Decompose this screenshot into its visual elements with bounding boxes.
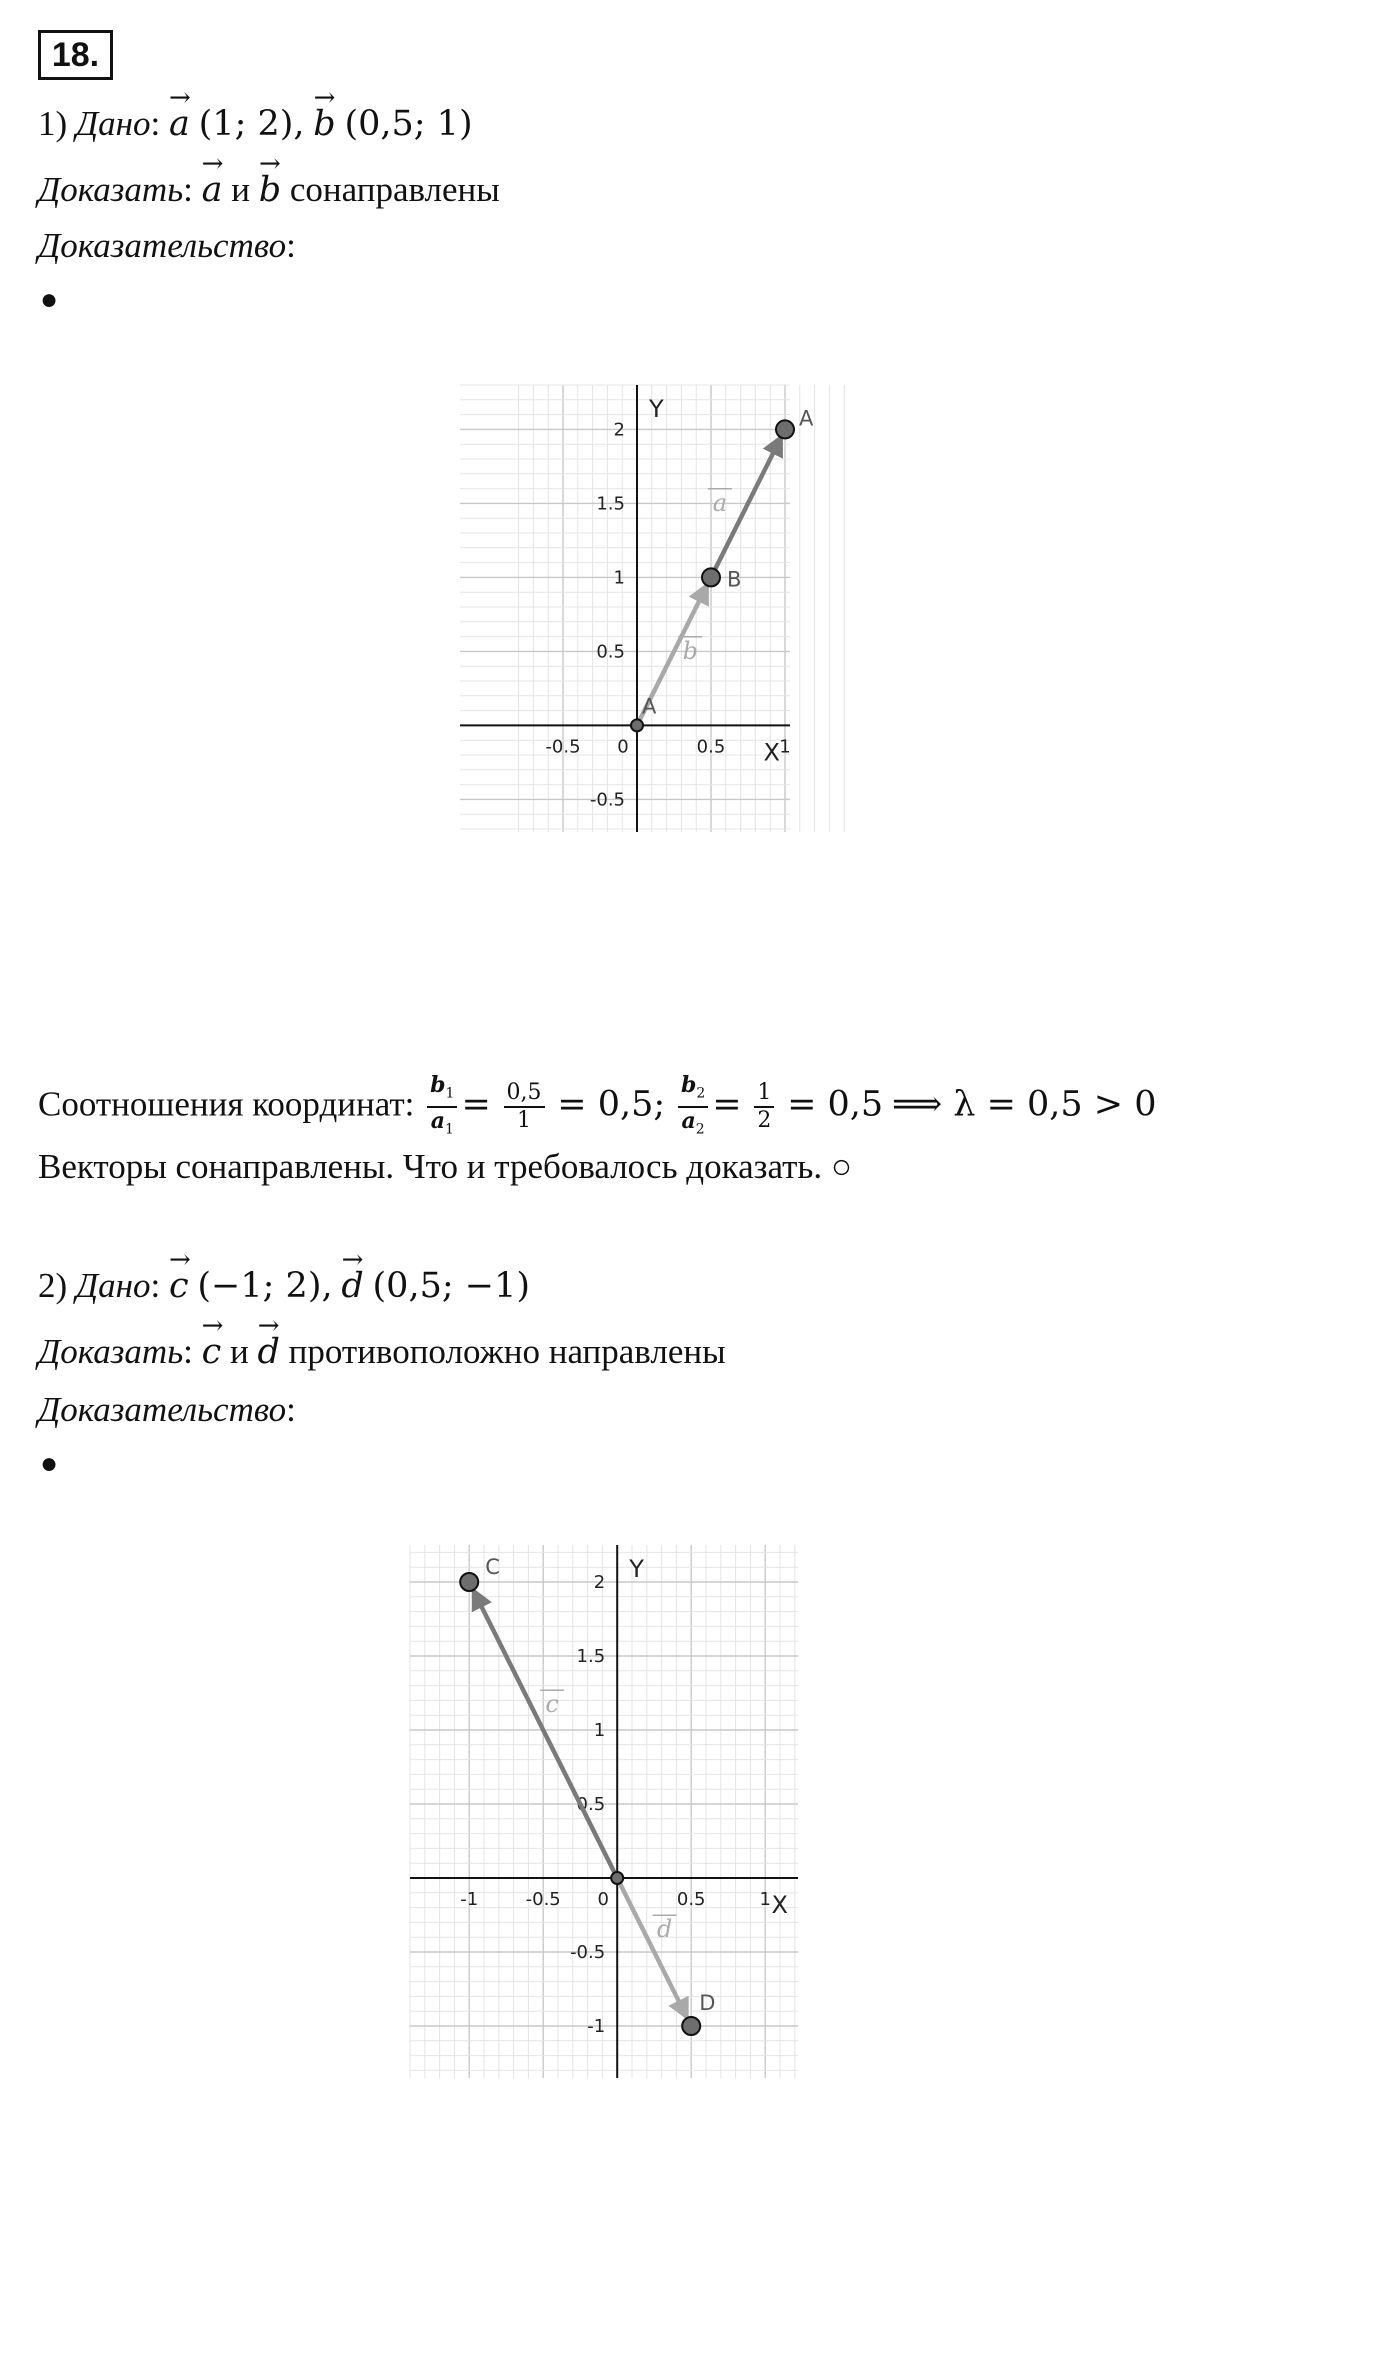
fraction-1-2	[754, 1080, 774, 1134]
part2-proof-line: Доказательство:	[38, 1390, 296, 1429]
part2-prove-line: Доказать: → c и → d противоположно направлены	[38, 1330, 726, 1374]
part2-given-coords-d: (0,5; −1)	[372, 1266, 530, 1306]
frac3-num-sub: 2	[696, 1085, 706, 1102]
part1-given-vec-a: → a	[169, 102, 190, 146]
point-b	[702, 568, 720, 586]
part1-prove-vec-a: → a	[202, 168, 223, 212]
vector-a-label: a	[712, 488, 728, 517]
y-tick-label: 1.5	[576, 1646, 606, 1667]
part2-prove-label: Доказать	[38, 1332, 184, 1371]
origin-point	[611, 1872, 623, 1884]
x-tick-label: 1	[759, 1889, 771, 1910]
part1-proof-label: Доказательство	[38, 226, 287, 265]
frac2-num: 0,5	[504, 1080, 545, 1108]
part1-given-label: Дано	[75, 104, 151, 143]
part2-bullet: ●	[40, 1447, 59, 1480]
y-tick-label: -0.5	[589, 789, 625, 811]
x-tick-label: 0	[617, 736, 629, 758]
x-tick-label: -1	[460, 1889, 479, 1910]
point-c-label: C	[485, 1555, 500, 1579]
frac1-num: b	[430, 1072, 446, 1098]
part2-given-label: Дано	[75, 1266, 151, 1305]
ratio-label: Соотношения координат:	[38, 1084, 415, 1124]
part1-given-coords-a: (1; 2),	[198, 104, 305, 144]
x-tick-label: 0.5	[696, 736, 726, 758]
part1-bullet: ●	[40, 283, 59, 316]
part1-prove-label: Доказать	[38, 170, 184, 209]
graph-1	[460, 385, 814, 832]
eq-a: = 0,5;	[557, 1084, 666, 1125]
part2-prove-text: противоположно направлены	[288, 1332, 726, 1371]
part1-proof-line: Доказательство:	[38, 226, 296, 265]
frac3-den: a	[681, 1108, 696, 1135]
frac4-num: 1	[754, 1080, 774, 1108]
fraction-05-1	[504, 1080, 545, 1134]
frac4-den: 2	[757, 1108, 772, 1134]
conclusion-math: ⟹ λ = 0,5 > 0	[891, 1084, 1157, 1125]
y-tick-label: 1	[613, 567, 625, 589]
part1-ratio-line: Соотношения координат: $\frac{b_1}{a_1}$ = $\frac{0,5}{1}$ = 0,5; $\frac{b_2}{a_2}$ = $\frac{1}{2}$ = 0,5 ⟹ λ = 0,5 > 0	[38, 1072, 1157, 1143]
part1-given-line: 1) Дано: → a (1; 2), → b (0,5; 1)	[38, 102, 473, 146]
origin-point	[631, 719, 643, 731]
part2-given-vec-c: → c	[169, 1264, 189, 1308]
frac3-num: b	[680, 1072, 697, 1098]
frac1-num-sub: 1	[445, 1085, 455, 1102]
y-tick-label: 1.5	[596, 493, 625, 515]
y-axis-label: Y	[649, 395, 664, 423]
part2-prove-vec-c: → c	[202, 1330, 222, 1374]
y-tick-label: 2	[613, 419, 625, 441]
part1-prove-vec-b: → b	[259, 168, 281, 212]
vector-c-label: c	[545, 1690, 559, 1719]
part2-given-vec-d: → d	[341, 1264, 363, 1308]
part1-number: 1)	[38, 104, 68, 143]
frac2-den: 1	[517, 1108, 532, 1134]
frac1-den-sub: 1	[444, 1121, 454, 1138]
eq-b: = 0,5	[787, 1084, 884, 1125]
x-axis-label: X	[763, 738, 780, 767]
origin-label: A	[642, 694, 657, 719]
part1-prove-and: и	[231, 170, 250, 209]
part2-given-line: 2) Дано: → c (−1; 2), → d (0,5; −1)	[38, 1264, 530, 1308]
part1-prove-line: Доказать: → a и → b сонаправлены	[38, 168, 500, 212]
part2-prove-vec-d: → d	[257, 1330, 279, 1374]
y-axis-label: Y	[629, 1555, 644, 1583]
part1-given-vec-b: → b	[313, 102, 335, 146]
point-d-label: D	[699, 1991, 716, 2015]
part2-given-coords-c: (−1; 2),	[197, 1266, 333, 1306]
x-tick-label: -0.5	[525, 1889, 561, 1910]
part2-proof-label: Доказательство	[38, 1390, 287, 1429]
task-number: 18.	[38, 30, 113, 80]
point-d	[682, 2017, 700, 2035]
y-tick-label: -0.5	[570, 1942, 606, 1963]
point-a-label: A	[799, 406, 814, 431]
x-tick-label: 1	[779, 736, 791, 758]
part1-prove-text: сонаправлены	[289, 170, 500, 209]
frac3-den-sub: 2	[695, 1121, 705, 1138]
fraction-b2-a2	[678, 1072, 708, 1143]
y-tick-label: 0.5	[596, 641, 625, 663]
point-a	[776, 420, 794, 438]
fraction-b1-a1	[427, 1072, 457, 1143]
point-c	[460, 1573, 478, 1591]
point-b-label: B	[727, 567, 742, 592]
part1-conclusion: Векторы сонаправлены. Что и требовалось доказать. ○	[38, 1147, 852, 1186]
frac1-den: a	[430, 1108, 445, 1135]
graph-2	[410, 1545, 798, 2078]
part1-given-coords-b: (0,5; 1)	[344, 104, 473, 144]
y-tick-label: 1	[593, 1720, 606, 1741]
part2-number: 2)	[38, 1266, 68, 1305]
vector-d-label: d	[656, 1915, 673, 1944]
part2-prove-and: и	[229, 1332, 249, 1371]
x-axis-label: X	[771, 1891, 788, 1919]
y-tick-label: 2	[593, 1572, 606, 1593]
x-tick-label: -0.5	[545, 736, 581, 758]
y-tick-label: 0.5	[576, 1794, 606, 1815]
vector-b-label: b	[682, 636, 698, 665]
x-tick-label: 0	[597, 1889, 609, 1910]
x-tick-label: 0.5	[676, 1889, 706, 1910]
y-tick-label: -1	[587, 2016, 606, 2037]
